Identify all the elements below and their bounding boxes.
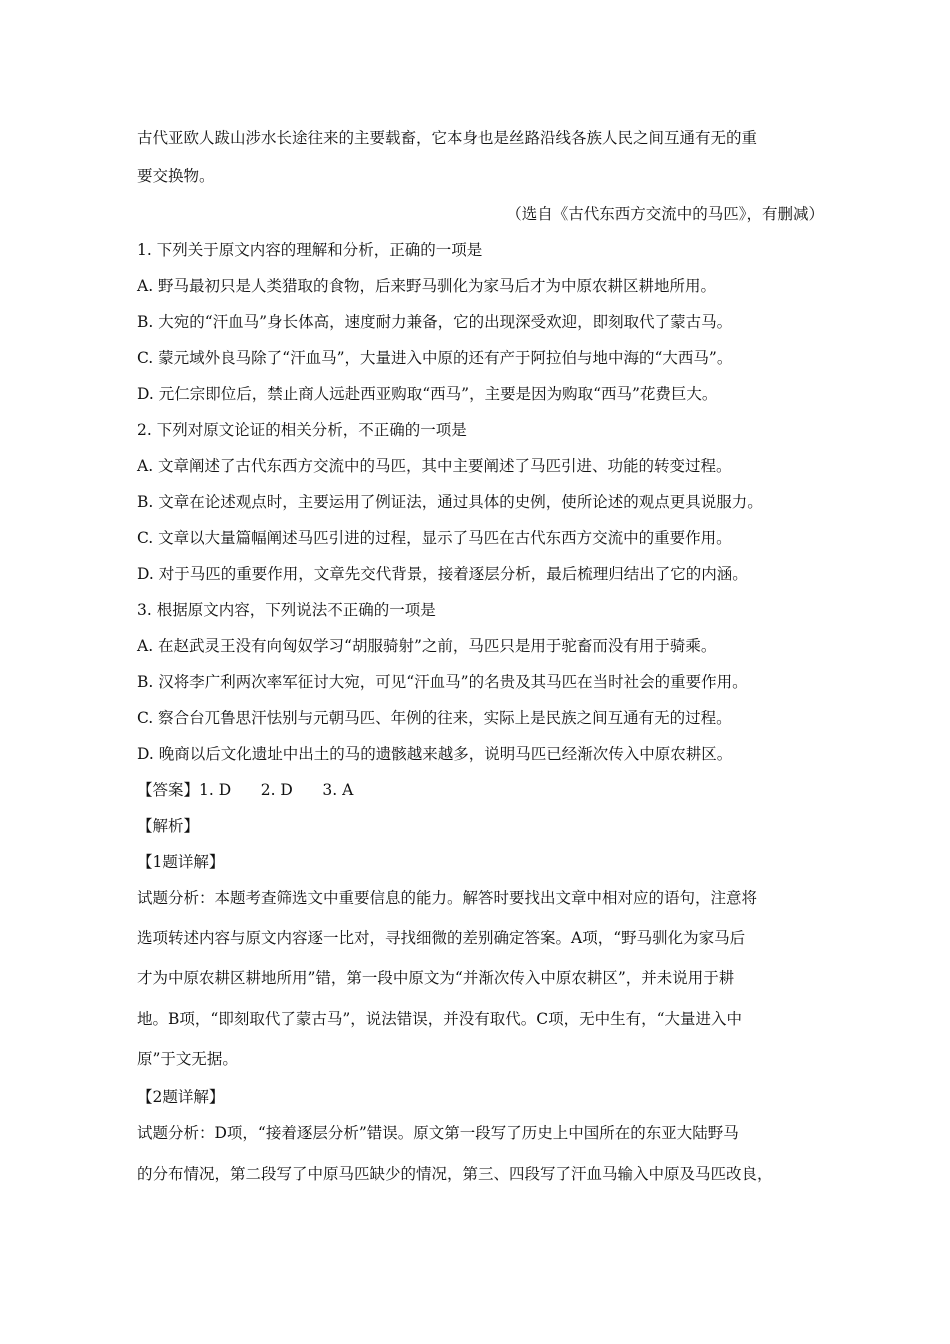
detail-line: 地。B项，“即刻取代了蒙古马”，说法错误，并没有取代。C项，无中生有，“大量进入中	[137, 1010, 743, 1028]
question-option: D. 对于马匹的重要作用，文章先交代背景，接着逐层分析，最后梳理归结出了它的内涵。	[137, 565, 748, 583]
question-option: C. 察合台兀鲁思汗怯别与元朝马匹、年例的往来，实际上是民族之间互通有无的过程。	[137, 709, 732, 727]
question-option: A. 野马最初只是人类猎取的食物，后来野马驯化为家马后才为中原农耕区耕地所用。	[137, 277, 717, 295]
passage-line: 要交换物。	[137, 167, 215, 185]
question-option: C. 蒙元域外良马除了“汗血马”，大量进入中原的还有产于阿拉伯与地中海的“大西马”。	[137, 349, 733, 367]
question-stem: 2. 下列对原文论证的相关分析，不正确的一项是	[137, 421, 467, 439]
detail-line: 试题分析：D项，“接着逐层分析”错误。原文第一段写了历史上中国所在的东亚大陆野马	[137, 1124, 739, 1142]
detail-heading: 【2题详解】	[137, 1088, 225, 1106]
question-option: A. 在赵武灵王没有向匈奴学习“胡服骑射”之前，马匹只是用于驼畜而没有用于骑乘。	[137, 637, 717, 655]
detail-line: 的分布情况，第二段写了中原马匹缺少的情况，第三、四段写了汗血马输入中原及马匹改良，	[137, 1165, 773, 1183]
source-citation: （选自《古代东西方交流中的马匹》，有删减）	[506, 205, 824, 223]
answer-line: 【答案】1. D 2. D 3. A	[137, 781, 354, 799]
passage-line: 古代亚欧人跋山涉水长途往来的主要载畜，它本身也是丝路沿线各族人民之间互通有无的重	[137, 129, 758, 147]
question-stem: 3. 根据原文内容，下列说法不正确的一项是	[137, 601, 436, 619]
question-option: C. 文章以大量篇幅阐述马匹引进的过程，显示了马匹在古代东西方交流中的重要作用。	[137, 529, 732, 547]
question-option: D. 晚商以后文化遗址中出土的马的遗骸越来越多，说明马匹已经渐次传入中原农耕区。	[137, 745, 733, 763]
question-stem: 1. 下列关于原文内容的理解和分析，正确的一项是	[137, 241, 483, 259]
question-option: A. 文章阐述了古代东西方交流中的马匹，其中主要阐述了马匹引进、功能的转变过程。	[137, 457, 732, 475]
question-option: B. 汉将李广利两次率军征讨大宛，可见“汗血马”的名贵及其马匹在当时社会的重要作用。	[137, 673, 748, 691]
detail-line: 才为中原农耕区耕地所用”错，第一段中原文为“并渐次传入中原农耕区”，并未说用于耕	[137, 969, 735, 987]
question-option: D. 元仁宗即位后，禁止商人远赴西亚购取“西马”，主要是因为购取“西马”花费巨大。	[137, 385, 718, 403]
question-option: B. 文章在论述观点时，主要运用了例证法，通过具体的史例，使所论述的观点更具说服力。	[137, 493, 763, 511]
question-option: B. 大宛的“汗血马”身长体高，速度耐力兼备，它的出现深受欢迎，即刻取代了蒙古马。	[137, 313, 733, 331]
detail-line: 原”于文无据。	[137, 1050, 238, 1068]
detail-heading: 【1题详解】	[137, 853, 225, 871]
detail-line: 选项转述内容与原文内容逐一比对，寻找细微的差别确定答案。A项，“野马驯化为家马后	[137, 929, 746, 947]
detail-line: 试题分析：本题考查筛选文中重要信息的能力。解答时要找出文章中相对应的语句，注意将	[137, 889, 758, 907]
analysis-heading: 【解析】	[137, 817, 200, 835]
